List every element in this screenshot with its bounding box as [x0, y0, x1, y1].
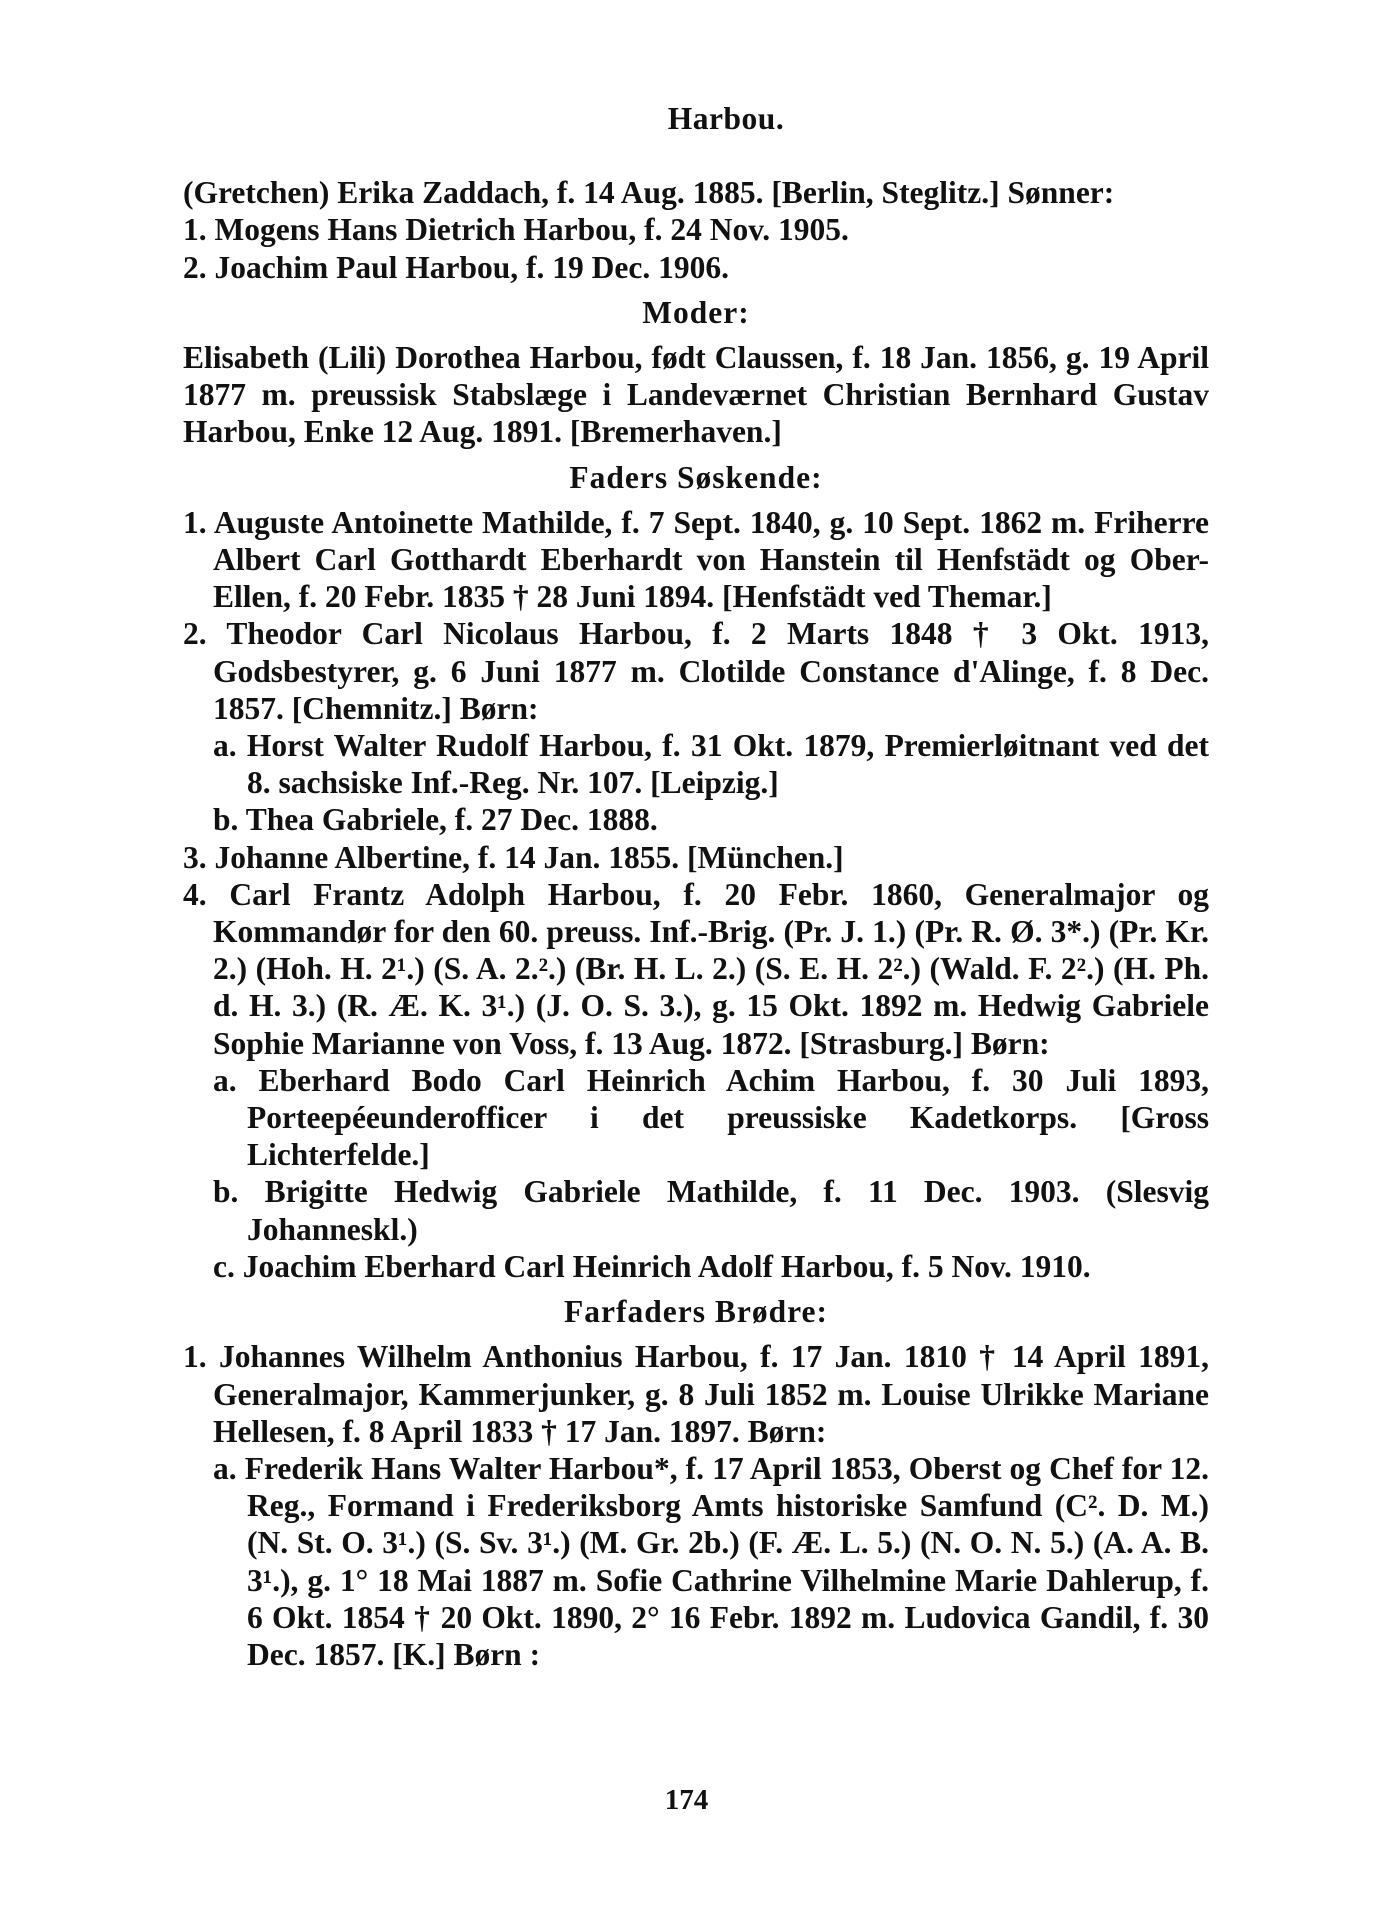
- list-item: 1. Johannes Wilhelm Anthonius Harbou, f. 17 Jan. 1810 † 14 April 1891, Generalmajor, Kammerjunker, g. 8 Juli 1852 m. Louise Ulrikke Mariane Hellesen, f. 8 April 1833 † 17 Jan. 1897. Børn:: [183, 1339, 1209, 1449]
- farfaders-brodre-list: [183, 1338, 1209, 1673]
- sub-list-item: a. Horst Walter Rudolf Harbou, f. 31 Okt. 1879, Premierløitnant ved det 8. sachsiske Inf.-Reg. Nr. 107. [Leipzig.]: [213, 728, 1209, 801]
- intro-paragraph: (Gretchen) Erika Zaddach, f. 14 Aug. 1885. [Berlin, Steglitz.] Sønner:: [183, 175, 1115, 211]
- page-number: 174: [664, 1784, 709, 1816]
- section-heading-faders-soskende: Faders Søskende:: [569, 459, 823, 495]
- running-head: Harbou.: [667, 101, 785, 136]
- moder-paragraph: Elisabeth (Lili) Dorothea Harbou, født Claussen, f. 18 Jan. 1856, g. 19 April 1877 m. preussisk Stabslæge i Landeværnet Christian Bernhard Gustav Harbou, Enke 12 Aug. 1891. [Bremerhaven.]: [183, 340, 1209, 450]
- list-item: 2. Theodor Carl Nicolaus Harbou, f. 2 Marts 1848 † 3 Okt. 1913, Godsbestyrer, g. 6 Juni 1877 m. Clotilde Constance d'Alinge, f. 8 Dec. 1857. [Chemnitz.] Børn:: [183, 616, 1209, 726]
- sub-list-item: a. Eberhard Bodo Carl Heinrich Achim Harbou, f. 30 Juli 1893, Porteepéeunderofficer i det preussiske Kadetkorps. [Gross Lichterfelde.]: [213, 1062, 1209, 1173]
- sub-list-item: a. Frederik Hans Walter Harbou*, f. 17 April 1853, Oberst og Chef for 12. Reg., Formand i Frederiksborg Amts historiske Samfund (C². D. M.) (N. St. O. 3¹.) (S. Sv. 3¹.) (M. Gr. 2b.) (F. Æ. L. 5.) (N. O. N. 5.) (A. A. B. 3¹.), g. 1° 18 Mai 1887 m. Sofie Cathrine Vilhelmine Marie Dahlerup, f. 6 Okt. 1854 † 20 Okt. 1890, 2° 16 Febr. 1892 m. Ludovica Gandil, f. 30 Dec. 1857. [K.] Børn :: [213, 1450, 1209, 1672]
- section-heading-farfaders-brodre: Farfaders Brødre:: [564, 1294, 828, 1330]
- sub-list-item: b. Brigitte Hedwig Gabriele Mathilde, f. 11 Dec. 1903. (Slesvig Johanneskl.): [213, 1174, 1209, 1247]
- list-item: 4. Carl Frantz Adolph Harbou, f. 20 Febr. 1860, Generalmajor og Kommandør for den 60. preuss. Inf.-Brig. (Pr. J. 1.) (Pr. R. Ø. 3*.) (Pr. Kr. 2.) (Hoh. H. 2¹.) (S. A. 2.².) (Br. H. L. 2.) (S. E. H. 2².) (Wald. F. 2².) (H. Ph. d. H. 3.) (R. Æ. K. 3¹.) (J. O. S. 3.), g. 15 Okt. 1892 m. Hedwig Gabriele Sophie Marianne von Voss, f. 13 Aug. 1872. [Strasburg.] Børn:: [183, 876, 1209, 1061]
- list-item: 1. Auguste Antoinette Mathilde, f. 7 Sept. 1840, g. 10 Sept. 1862 m. Friherre Albert Carl Gotthardt Eberhardt von Hanstein til Henfstädt og Ober-Ellen, f. 20 Febr. 1835 † 28 Juni 1894. [Henfstädt ved Themar.]: [183, 504, 1209, 615]
- sub-list-item: c. Joachim Eberhard Carl Heinrich Adolf Harbou, f. 5 Nov. 1910.: [213, 1248, 1091, 1284]
- section-heading-moder: Moder:: [642, 294, 750, 330]
- list-item: 3. Johanne Albertine, f. 14 Jan. 1855. [München.]: [183, 839, 844, 875]
- list-item: 1. Mogens Hans Dietrich Harbou, f. 24 Nov. 1905.: [183, 212, 849, 248]
- faders-soskende-list: [183, 504, 1209, 1285]
- sub-list-item: b. Thea Gabriele, f. 27 Dec. 1888.: [213, 802, 658, 838]
- intro-block: [183, 174, 1209, 286]
- list-item: 2. Joachim Paul Harbou, f. 19 Dec. 1906.: [183, 249, 729, 285]
